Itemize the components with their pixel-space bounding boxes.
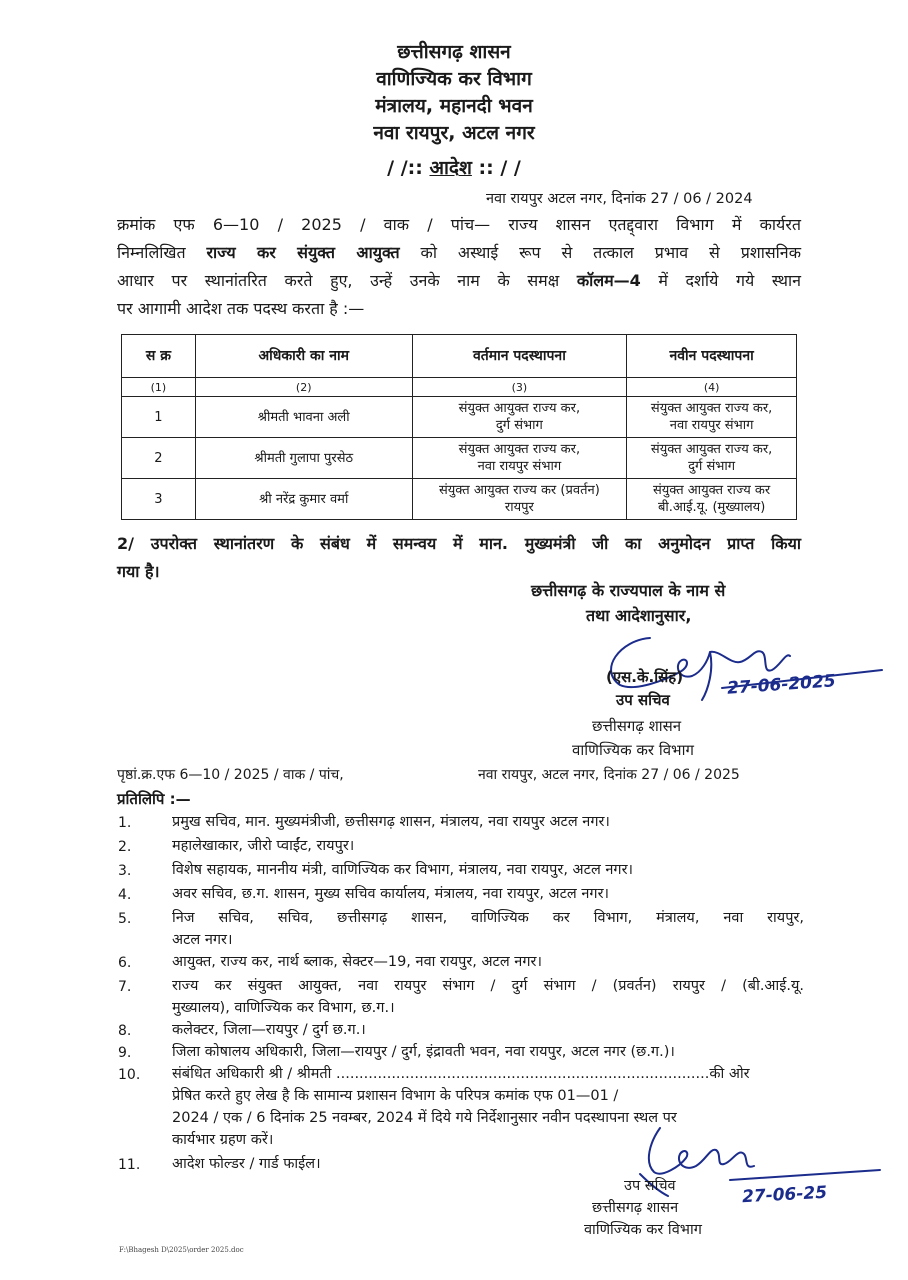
copy-item-number: 10. [118, 1067, 141, 1083]
row-sn: 2 [122, 438, 196, 479]
copy-item-number: 7. [118, 979, 132, 995]
copy-item-number: 3. [118, 863, 132, 879]
col-number: (4) [627, 378, 797, 397]
row-sn: 1 [122, 397, 196, 438]
order-date: नवा रायपुर अटल नगर, दिनांक 27 / 06 / 2024 [486, 191, 753, 207]
para1-line2 [117, 241, 801, 263]
col-header-new: नवीन पदस्थापना [627, 335, 797, 378]
header-line-2: वाणिज्यिक कर विभाग [376, 68, 532, 90]
signatory2-office-2: वाणिज्यिक कर विभाग [584, 1222, 702, 1238]
signatory2-office-1: छत्तीसगढ़ शासन [592, 1200, 679, 1216]
para2-line1: 2/ उपरोक्त स्थानांतरण के संबंध में समन्वय में मान. मुख्यमंत्री जी का अनुमोदन प्राप्त किया [117, 534, 801, 553]
signatory-name: (एस.के.सिंह) [606, 668, 684, 686]
copy-item-number: 5. [118, 911, 132, 927]
para1-line4: पर आगामी आदेश तक पदस्थ करता है :— [117, 299, 365, 318]
transfer-table [121, 334, 797, 520]
copy-item-number: 6. [118, 955, 132, 971]
new-line-1: संयुक्त आयुक्त राज्य कर, [650, 401, 773, 416]
order-title [0, 154, 908, 180]
endorsement-date: नवा रायपुर, अटल नगर, दिनांक 27 / 06 / 2025 [478, 767, 740, 783]
copy-item-continued: प्रेषित करते हुए लेख है कि सामान्य प्रशासन विभाग के परिपत्र कमांक एफ 01—01 / [172, 1088, 619, 1104]
new-line-2: नवा रायपुर संभाग [669, 418, 754, 433]
table-header-row [122, 335, 797, 378]
copy-item-number: 1. [118, 815, 132, 831]
col-header-current: वर्तमान पदस्थापना [412, 335, 627, 378]
para1-line1: क्रमांक एफ 6—10 / 2025 / वाक / पांच— राज्य शासन एतद्द्वारा विभाग में कार्यरत [117, 215, 801, 234]
endorsement-ref: पृष्ठां.क्र.एफ 6—10 / 2025 / वाक / पांच, [117, 767, 344, 783]
new-line-2: दुर्ग संभाग [688, 459, 736, 474]
new-line-2: बी.आई.यू. (मुख्यालय) [657, 500, 766, 515]
order-title-right: :: / / [471, 157, 521, 179]
signatory-office-1: छत्तीसगढ़ शासन [592, 717, 682, 735]
copy-item: आयुक्त, राज्य कर, नार्थ ब्लाक, सेक्टर—19, नवा रायपुर, अटल नगर। [172, 954, 542, 970]
current-line-1: संयुक्त आयुक्त राज्य कर, [458, 442, 581, 457]
para1-line2-text: निम्नलिखित [117, 243, 207, 262]
header-line-1: छत्तीसगढ़ शासन [397, 41, 511, 63]
copy-item-continued: अटल नगर। [172, 932, 233, 948]
copy-item: जिला कोषालय अधिकारी, जिला—रायपुर / दुर्ग, इंद्रावती भवन, नवा रायपुर, अटल नगर (छ.ग.)। [172, 1044, 675, 1060]
row-current-posting [412, 397, 627, 438]
row-officer-name: श्रीमती भावना अली [195, 397, 412, 438]
copy-item-number: 4. [118, 887, 132, 903]
para1-line2-rest: को अस्थाई रूप से तत्काल प्रभाव से प्रशासनिक [399, 243, 801, 262]
header-line-4: नवा रायपुर, अटल नगर [373, 122, 535, 144]
new-line-1: संयुक्त आयुक्त राज्य कर, [650, 442, 773, 457]
copy-item: अवर सचिव, छ.ग. शासन, मुख्य सचिव कार्यालय, मंत्रालय, नवा रायपुर, अटल नगर। [172, 886, 609, 902]
governor-line-1: छत्तीसगढ़ के राज्यपाल के नाम से [531, 581, 726, 600]
row-current-posting [412, 438, 627, 479]
copy-item-number: 11. [118, 1157, 141, 1173]
copy-item: महालेखाकार, जीरो प्वाईंट, रायपुर। [172, 838, 355, 854]
copy-item: निज सचिव, सचिव, छत्तीसगढ़ शासन, वाणिज्यिक कर विभाग, मंत्रालय, नवा रायपुर, [172, 910, 804, 926]
header-line-3: मंत्रालय, महानदी भवन [375, 95, 533, 117]
copy-item-number: 2. [118, 839, 132, 855]
copy-item: विशेष सहायक, माननीय मंत्री, वाणिज्यिक कर विभाग, मंत्रालय, नवा रायपुर, अटल नगर। [172, 862, 634, 878]
table-row [122, 479, 797, 520]
copy-item-number: 9. [118, 1045, 132, 1061]
signature-underline [730, 1170, 880, 1180]
copy-item: प्रमुख सचिव, मान. मुख्यमंत्रीजी, छत्तीसगढ़ शासन, मंत्रालय, नवा रायपुर अटल नगर। [172, 814, 610, 830]
copy-item: संबंधित अधिकारी श्री / श्रीमती .................................................................................की ओर [172, 1066, 750, 1082]
row-new-posting [627, 397, 797, 438]
para1-line3-rest: में दर्शाये गये स्थान [640, 271, 801, 290]
current-line-1: संयुक्त आयुक्त राज्य कर (प्रवर्तन) [438, 483, 600, 498]
order-title-word: आदेश [429, 157, 472, 179]
signatory-office-2: वाणिज्यिक कर विभाग [572, 741, 694, 759]
copy-item-continued: कार्यभार ग्रहण करें। [172, 1132, 274, 1148]
para1-bold-designation: राज्य कर संयुक्त आयुक्त [206, 243, 400, 262]
para1-bold-column: कॉलम—4 [576, 271, 641, 290]
row-sn: 3 [122, 479, 196, 520]
row-new-posting [627, 438, 797, 479]
new-line-1: संयुक्त आयुक्त राज्य कर [652, 483, 771, 498]
copy-item-continued: 2024 / एक / 6 दिनांक 25 नवम्बर, 2024 में दिये गये निर्देशानुसार नवीन पदस्थापना स्थल पर [172, 1110, 677, 1126]
copy-item: राज्य कर संयुक्त आयुक्त, नवा रायपुर संभाग / दुर्ग संभाग / (प्रवर्तन) रायपुर / (बी.आई.यू. [172, 978, 804, 994]
row-officer-name: श्री नरेंद्र कुमार वर्मा [195, 479, 412, 520]
table-row [122, 438, 797, 479]
table-row [122, 397, 797, 438]
copy-item: आदेश फोल्डर / गार्ड फाईल। [172, 1156, 321, 1172]
copy-item: कलेक्टर, जिला—रायपुर / दुर्ग छ.ग.। [172, 1022, 366, 1038]
col-number: (2) [195, 378, 412, 397]
copy-item-number: 8. [118, 1023, 132, 1039]
current-line-2: नवा रायपुर संभाग [477, 459, 562, 474]
order-title-left: / /:: [387, 157, 430, 179]
signatory2-designation: उप सचिव [624, 1178, 676, 1194]
current-line-1: संयुक्त आयुक्त राज्य कर, [458, 401, 581, 416]
para1-line3 [117, 269, 801, 291]
row-new-posting [627, 479, 797, 520]
col-header-sn: स क्र [122, 335, 196, 378]
current-line-2: रायपुर [504, 500, 534, 515]
table-colnum-row [122, 378, 797, 397]
signatory-designation: उप सचिव [616, 691, 670, 709]
governor-line-2: तथा आदेशानुसार, [586, 606, 692, 625]
footer-file-path: F:\Bhagesh D\2025\order 2025.doc [119, 1246, 244, 1254]
copy-label: प्रतिलिपि :— [117, 790, 191, 808]
row-officer-name: श्रीमती गुलापा पुरसेठ [195, 438, 412, 479]
signature-date-2: 27-06-25 [741, 1182, 828, 1208]
signature-date-1: 27-06-2025 [726, 671, 837, 699]
copy-item-continued: मुख्यालय), वाणिज्यिक कर विभाग, छ.ग.। [172, 1000, 395, 1016]
para2-line2: गया है। [117, 562, 160, 581]
col-number: (1) [122, 378, 196, 397]
col-header-name: अधिकारी का नाम [195, 335, 412, 378]
col-number: (3) [412, 378, 627, 397]
para1-line3-text: आधार पर स्थानांतरित करते हुए, उन्हें उनके नाम के समक्ष [117, 271, 577, 290]
row-current-posting [412, 479, 627, 520]
current-line-2: दुर्ग संभाग [495, 418, 543, 433]
